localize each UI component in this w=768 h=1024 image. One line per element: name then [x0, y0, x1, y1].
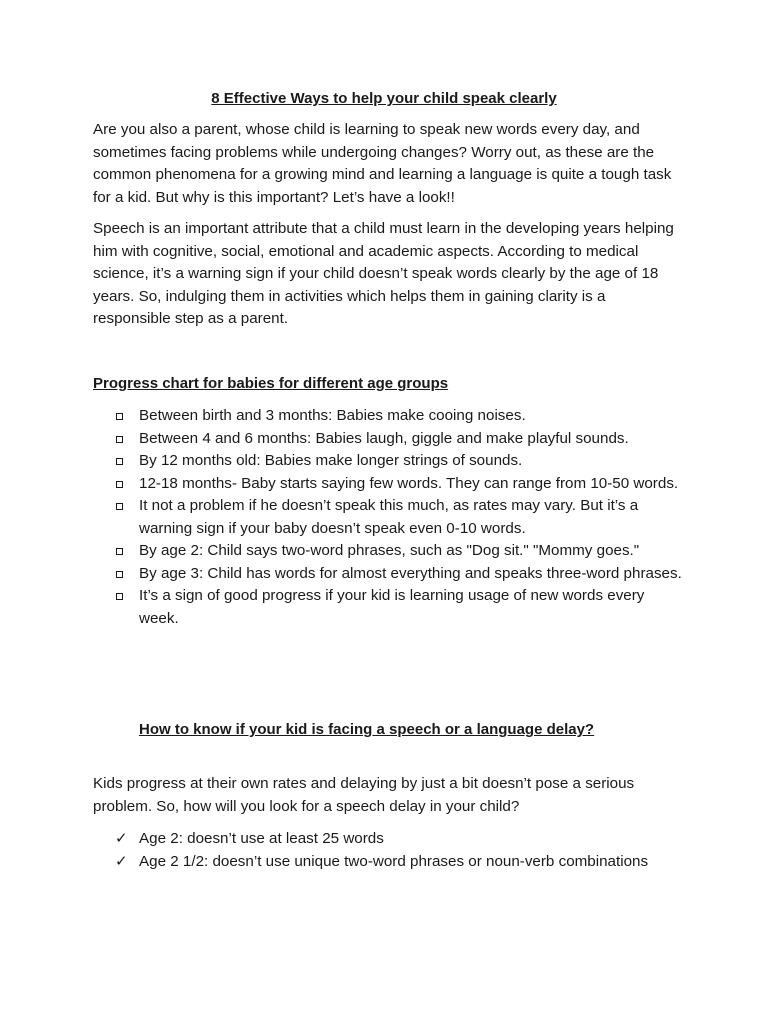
square-bullet-icon — [116, 593, 123, 600]
list-item-text: Between birth and 3 months: Babies make cooing noises. — [139, 407, 526, 424]
checkmark-icon: ✓ — [115, 830, 128, 847]
list-item-text: By 12 months old: Babies make longer strings of sounds. — [139, 452, 523, 469]
square-bullet-icon — [116, 481, 123, 488]
list-item — [93, 563, 683, 586]
list-item-text: Age 2 1/2: doesn’t use unique two-word phrases or noun-verb combinations — [139, 852, 649, 870]
square-bullet-icon — [116, 413, 123, 420]
list-item — [93, 473, 683, 496]
checkmark-icon: ✓ — [115, 852, 128, 870]
list-item-text: It not a problem if he doesn’t speak this much, as rates may vary. But it’s a warning sign if your baby doesn’t speak even 0-10 words. — [139, 497, 639, 537]
speech-delay-paragraph: Kids progress at their own rates and delaying by just a bit doesn’t pose a serious problem. So, how will you look for a speech delay in your child? — [93, 775, 635, 815]
list-item — [93, 405, 683, 428]
delay-checklist — [93, 828, 683, 873]
square-bullet-icon — [116, 571, 123, 578]
intro-paragraph: Are you also a parent, whose child is learning to speak new words every day, and sometimes facing problems while undergoing changes? Worry out, as these are the common phenomena for a growing mind and learning a language is quite a tough task for a kid. But why is this important? Let’s have a look!! — [93, 121, 672, 206]
list-item — [93, 428, 683, 451]
list-item — [93, 585, 683, 630]
list-item-text: 12-18 months- Baby starts saying few words. They can range from 10-50 words. — [139, 474, 679, 492]
list-item — [93, 495, 683, 540]
list-item-text: It’s a sign of good progress if your kid is learning usage of new words every week. — [139, 587, 645, 627]
list-item-text: Age 2: doesn’t use at least 25 words — [139, 830, 384, 847]
square-bullet-icon — [116, 458, 123, 465]
list-item-text: By age 3: Child has words for almost everything and speaks three-word phrases. — [139, 564, 682, 582]
list-item — [93, 851, 683, 874]
list-item-text: By age 2: Child says two-word phrases, such as "Dog sit." "Mommy goes." — [139, 542, 640, 559]
list-item — [93, 540, 683, 563]
progress-list — [93, 405, 683, 630]
square-bullet-icon — [116, 548, 123, 555]
progress-chart-heading: Progress chart for babies for different age groups — [93, 375, 449, 392]
list-item-text: Between 4 and 6 months: Babies laugh, giggle and make playful sounds. — [139, 429, 629, 447]
list-item — [93, 450, 683, 473]
document-title: 8 Effective Ways to help your child speak clearly — [211, 90, 557, 107]
square-bullet-icon — [116, 436, 123, 443]
speech-delay-heading: How to know if your kid is facing a speech or a language delay? — [139, 721, 595, 738]
list-item — [93, 828, 683, 851]
speech-importance-paragraph: Speech is an important attribute that a child must learn in the developing years helping him with cognitive, social, emotional and academic aspects. According to medical science, it’s a warning sign if your child doesn’t speak words clearly by the age of 18 years. So, indulging them in activities which helps them in gaining clarity is a responsible step as a parent. — [93, 220, 674, 327]
square-bullet-icon — [116, 503, 123, 510]
